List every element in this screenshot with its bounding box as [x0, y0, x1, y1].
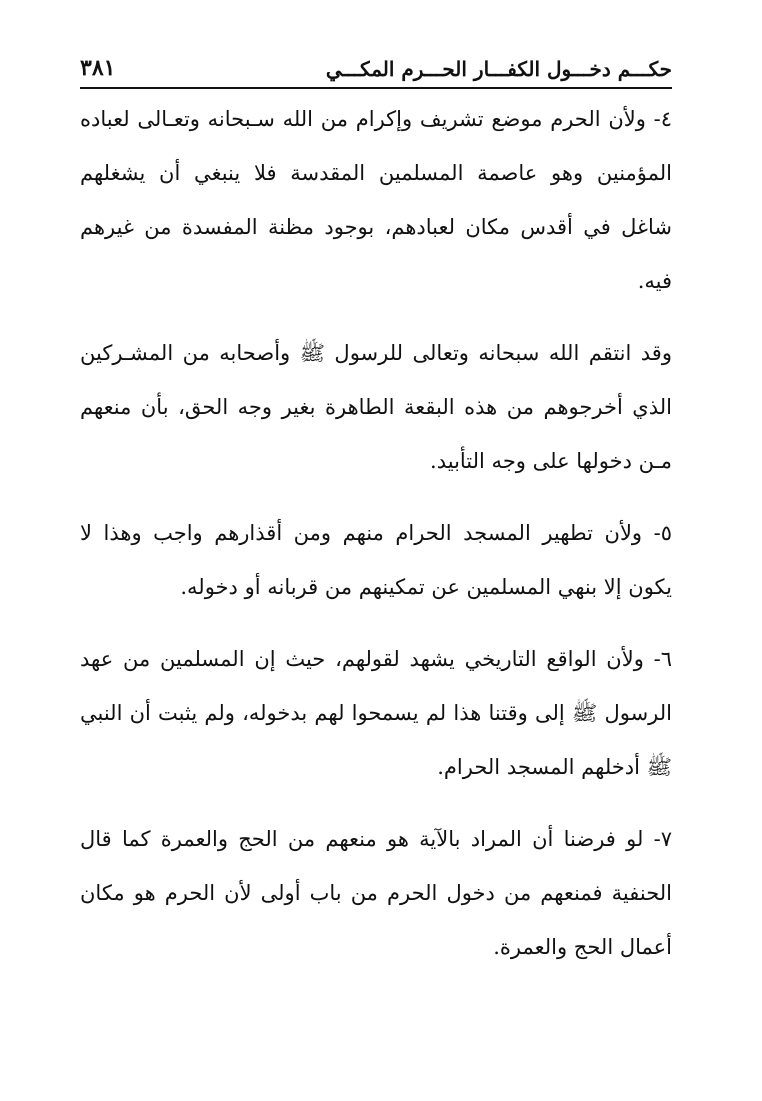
- header-divider: [80, 87, 672, 89]
- paragraph-point-4: ٤- ولأن الحرم موضع تشريف وإكرام من الله سـبحانه وتعـالى لعباده المؤمنين وهو عاصمة المسلمين المقدسة فلا ينبغي أن يشغلهم شاغل في أقدس مكان لعبادهم، بوجود مظنة المفسدة من غيرهم فيه.: [80, 107, 672, 293]
- header-title: حكـــم دخـــول الكفـــار الحـــرم المكـــي: [325, 57, 672, 81]
- body-text: [80, 92, 672, 992]
- page-number: ٣٨١: [80, 55, 116, 81]
- running-header: [80, 55, 672, 85]
- paragraph-point-6: ٦- ولأن الواقع التاريخي يشهد لقولهم، حيث إن المسلمين من عهد الرسول ﷺ إلى وقتنا هذا لم يسمحوا لهم بدخوله، ولم يثبت أن النبي ﷺ أدخلهم المسجد الحرام.: [80, 647, 672, 779]
- paragraph-point-7: ٧- لو فرضنا أن المراد بالآية هو منعهم من الحج والعمرة كما قال الحنفية فمنعهم من دخول الحرم من باب أولى لأن الحرم هو مكان أعمال الحج والعمرة.: [80, 827, 672, 959]
- paragraph-continuation: وقد انتقم الله سبحانه وتعالى للرسول ﷺ وأصحابه من المشـركين الذي أخرجوهم من هذه البقعة الطاهرة بغير وجه الحق، بأن منعهم مـن دخولها على وجه التأبيد.: [80, 341, 672, 473]
- paragraph-point-5: ٥- ولأن تطهير المسجد الحرام منهم ومن أقذارهم واجب وهذا لا يكون إلا بنهي المسلمين عن تمكينهم من قربانه أو دخوله.: [80, 521, 672, 599]
